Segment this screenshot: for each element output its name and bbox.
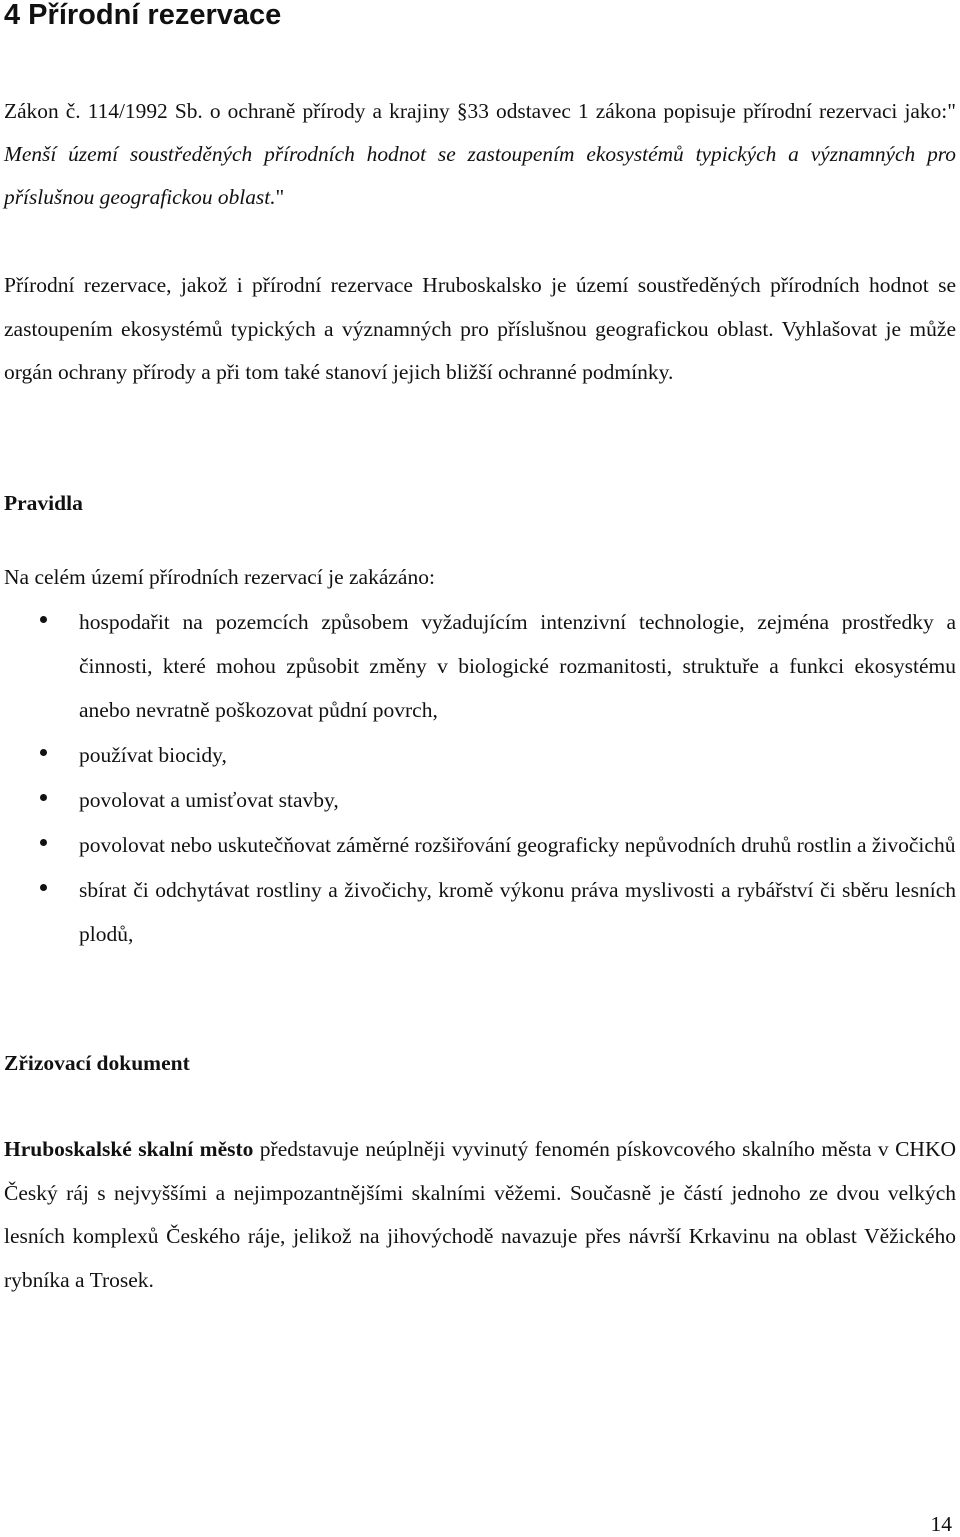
- bullet-icon: [40, 794, 47, 801]
- list-item-text: hospodařit na pozemcích způsobem vyžadujícím intenzivní technologie, zejména prostředky a činnosti, které mohou způsobit změny v biologické rozmanitosti, struktuře a funkci ekosystému anebo nevratně poškozovat půdní povrch,: [79, 610, 956, 722]
- rules-heading: Pravidla: [4, 491, 83, 515]
- bullet-icon: [40, 616, 47, 623]
- list-item: [0, 823, 956, 867]
- bullet-icon: [40, 839, 47, 846]
- list-item: [0, 778, 956, 822]
- rules-intro: Na celém území přírodních rezervací je zakázáno:: [4, 565, 435, 589]
- page-number: 14: [930, 1512, 952, 1536]
- chapter-heading: 4 Přírodní rezervace: [4, 0, 282, 31]
- list-item-text: sbírat či odchytávat rostliny a živočichy, kromě výkonu práva myslivosti a rybářství či sběru lesních plodů,: [79, 878, 956, 946]
- list-item: [0, 600, 956, 732]
- list-item-text: povolovat nebo uskutečňovat záměrné rozšiřování geograficky nepůvodních druhů rostlin a živočichů: [79, 833, 956, 857]
- founding-document-paragraph: [4, 1128, 956, 1302]
- reserve-description-paragraph: Přírodní rezervace, jakož i přírodní rezervace Hruboskalsko je území soustředěných přírodních hodnot se zastoupením ekosystémů typických a významných pro příslušnou geografickou oblast. Vyhlašovat je může orgán ochrany přírody a při tom také stanoví jejich bližší ochranné podmínky.: [4, 273, 956, 384]
- legal-reference-text: Zákon č. 114/1992 Sb. o ochraně přírody a krajiny §33 odstavec 1 zákona popisuje přírodní rezervaci jako:": [4, 99, 956, 123]
- list-item-text: povolovat a umisťovat stavby,: [79, 788, 339, 812]
- list-item: [0, 868, 956, 956]
- list-item: [0, 733, 956, 777]
- list-item-text: používat biocidy,: [79, 743, 227, 767]
- bullet-icon: [40, 749, 47, 756]
- definition-quote: Menší území soustředěných přírodních hodnot se zastoupením ekosystémů typických a významných pro příslušnou geografickou oblast.: [4, 142, 956, 209]
- founding-document-heading: Zřizovací dokument: [4, 1051, 190, 1075]
- prohibited-activities-list: [0, 600, 960, 957]
- legal-definition-paragraph: [4, 90, 956, 219]
- rock-city-name: Hruboskalské skalní město: [4, 1137, 254, 1161]
- bullet-icon: [40, 884, 47, 891]
- founding-document-text: představuje neúplněji vyvinutý fenomén pískovcového skalního města v CHKO Český ráj s nejvyššími a nejimpozantnějšími skalními věžemi. Současně je částí jednoho ze dvou velkých lesních komplexů Českého ráje, jelikož na jihovýchodě navazuje přes návrší Krkavinu na oblast Věžického rybníka a Trosek.: [4, 1137, 956, 1292]
- closing-quote-mark: ": [275, 185, 285, 209]
